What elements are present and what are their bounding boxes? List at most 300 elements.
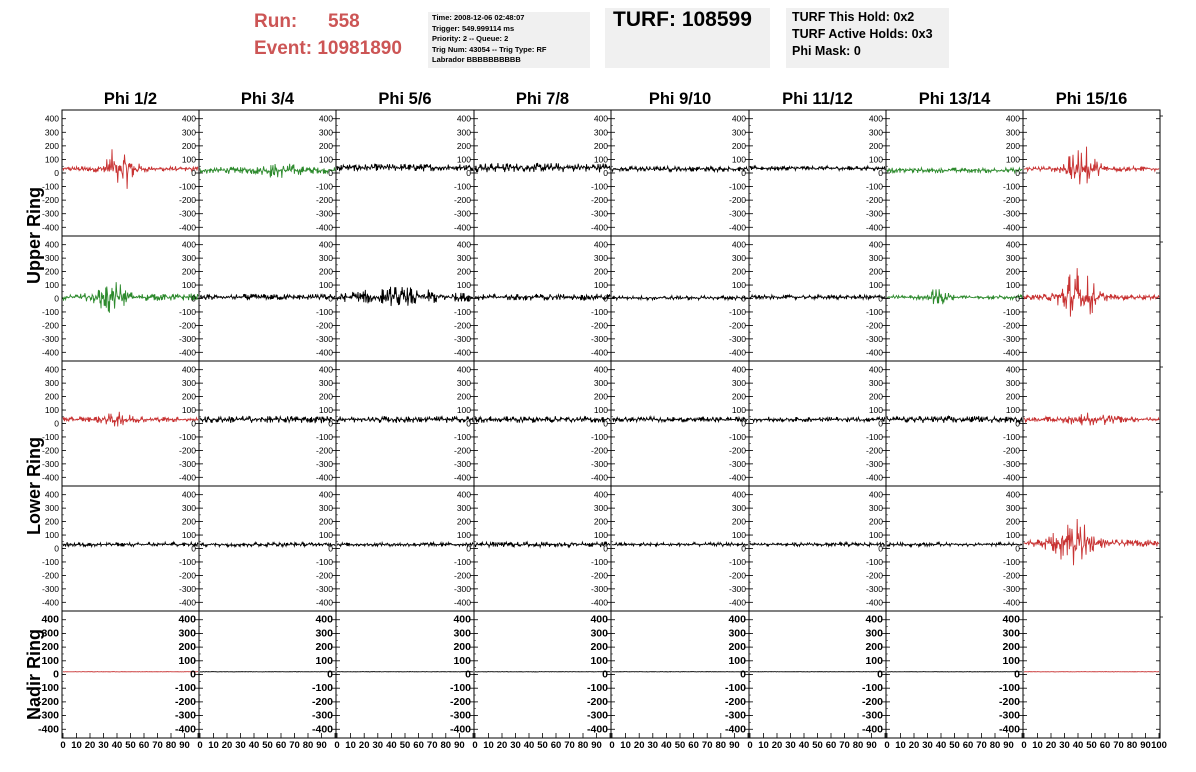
y-tick-label: -100: [865, 306, 883, 317]
y-tick-label: -200: [728, 320, 746, 331]
y-tick-label: -300: [590, 333, 608, 344]
column-header-3: Phi 5/6: [378, 90, 432, 108]
x-tick-label: 90: [729, 740, 740, 751]
y-tick-label: 200: [865, 641, 883, 654]
y-tick-label: 200: [456, 266, 471, 277]
y-tick-label: -300: [590, 208, 608, 219]
x-tick-label: 90: [316, 740, 327, 751]
y-tick-label: 300: [593, 378, 608, 389]
y-tick-label: -300: [315, 333, 333, 344]
y-tick-label: -200: [41, 195, 59, 206]
y-tick-label: 300: [1002, 627, 1020, 640]
x-tick-label: 30: [1059, 740, 1070, 751]
y-tick-label: -200: [590, 570, 608, 581]
y-tick-label: 300: [868, 378, 883, 389]
y-tick-label: 400: [1005, 489, 1020, 500]
y-tick-label: -200: [174, 695, 196, 708]
y-tick-label: -200: [41, 320, 59, 331]
y-tick-label: 300: [456, 378, 471, 389]
x-tick-label: 80: [989, 740, 1001, 751]
y-tick-label: 200: [728, 641, 746, 654]
y-tick-label: 200: [1005, 516, 1020, 527]
y-tick-label: -400: [41, 472, 59, 483]
y-tick-label: -400: [453, 597, 471, 608]
y-tick-label: 200: [318, 516, 333, 527]
y-tick-label: -100: [590, 556, 608, 567]
y-tick-label: -300: [41, 583, 59, 594]
x-tick-label: 50: [125, 740, 136, 751]
y-tick-label: -400: [453, 347, 471, 358]
x-tick-label: 70: [976, 740, 987, 751]
y-tick-label: -200: [1002, 445, 1020, 456]
x-tick-label: 50: [674, 740, 686, 751]
y-tick-label: 200: [456, 140, 471, 151]
y-tick-label: 100: [593, 154, 608, 165]
x-tick-label: 50: [1086, 740, 1097, 751]
y-tick-label: 0: [1015, 168, 1020, 178]
x-tick-label: 50: [262, 740, 273, 751]
y-tick-label: 400: [178, 613, 196, 626]
y-tick-label: 200: [44, 516, 59, 527]
x-tick-label: 70: [152, 740, 163, 751]
y-tick-label: 200: [44, 391, 59, 402]
x-tick-label: 90: [591, 740, 602, 751]
y-tick-label: 0: [1015, 293, 1020, 304]
info-line-time: Time: 2008-12-06 02:48:07: [432, 13, 525, 22]
waveform-r3-c1: [63, 412, 198, 427]
y-tick-label: -100: [453, 556, 471, 567]
y-tick-label: 100: [868, 154, 883, 165]
y-tick-label: -100: [1002, 306, 1020, 317]
y-tick-label: -400: [41, 597, 59, 608]
y-tick-label: -400: [1002, 597, 1020, 608]
y-tick-label: -400: [178, 597, 196, 608]
x-tick-label: 30: [922, 740, 933, 751]
waveform-r1-c7: [887, 168, 1022, 173]
x-tick-label: 10: [483, 740, 494, 751]
y-tick-label: 300: [456, 253, 471, 264]
x-tick-label: 100: [1151, 740, 1167, 751]
y-tick-label: 100: [41, 654, 59, 667]
y-tick-label: -200: [178, 570, 196, 581]
y-tick-label: 100: [181, 405, 196, 416]
y-tick-label: -300: [453, 208, 471, 219]
y-tick-label: 100: [318, 530, 333, 541]
y-tick-label: 0: [54, 168, 59, 178]
y-tick-label: 200: [181, 266, 196, 277]
y-tick-label: 200: [593, 140, 608, 151]
y-tick-label: 300: [44, 503, 59, 514]
y-tick-label: 400: [1002, 613, 1020, 626]
panel-frame-r4-c8: [1023, 486, 1160, 611]
y-tick-label: -200: [178, 195, 196, 206]
y-tick-label: 400: [1005, 113, 1020, 124]
y-tick-label: 0: [466, 293, 471, 304]
y-tick-label: -200: [590, 445, 608, 456]
waveform-r4-c7: [887, 542, 1022, 546]
x-tick-label: 80: [852, 740, 864, 751]
y-tick-label: 200: [593, 391, 608, 402]
y-tick-label: 400: [181, 113, 196, 124]
y-tick-label: 200: [868, 266, 883, 277]
x-tick-label: 80: [715, 740, 727, 751]
y-tick-label: 0: [191, 418, 196, 429]
panel-frame-r5-c8: [1023, 611, 1160, 738]
y-tick-label: -100: [998, 682, 1020, 695]
y-tick-label: 200: [318, 266, 333, 277]
y-tick-label: -400: [174, 723, 196, 736]
x-tick-label: 40: [523, 740, 535, 751]
y-tick-label: -200: [586, 695, 608, 708]
y-tick-label: 100: [1005, 405, 1020, 416]
event-label: Event:: [254, 38, 313, 59]
y-tick-label: 0: [603, 293, 608, 304]
y-tick-label: -200: [453, 320, 471, 331]
waveform-r1-c6: [750, 166, 885, 171]
x-tick-label: 90: [179, 740, 190, 751]
x-tick-label: 20: [908, 740, 920, 751]
y-tick-label: 200: [868, 391, 883, 402]
x-tick-label: 70: [564, 740, 575, 751]
y-tick-label: -100: [178, 431, 196, 442]
y-tick-label: -400: [728, 222, 746, 233]
y-tick-label: 400: [865, 613, 883, 626]
y-tick-label: -200: [449, 695, 471, 708]
y-tick-label: -200: [453, 195, 471, 206]
y-tick-label: -100: [590, 431, 608, 442]
y-tick-label: -400: [453, 472, 471, 483]
y-tick-label: -300: [1002, 208, 1020, 219]
x-tick-label: 0: [1021, 740, 1027, 751]
x-tick-label: 10: [208, 740, 219, 751]
y-tick-label: 400: [318, 239, 333, 250]
y-tick-label: 400: [868, 489, 883, 500]
y-tick-label: 0: [603, 543, 608, 554]
y-tick-label: -300: [449, 709, 471, 722]
x-tick-label: 20: [1045, 740, 1057, 751]
y-tick-label: 0: [54, 293, 59, 304]
y-tick-label: 100: [731, 154, 746, 165]
x-tick-label: 10: [758, 740, 769, 751]
x-tick-label: 40: [1072, 740, 1084, 751]
x-tick-label: 30: [98, 740, 109, 751]
y-tick-label: -100: [315, 181, 333, 192]
y-tick-label: -400: [865, 222, 883, 233]
y-tick-label: 300: [731, 503, 746, 514]
y-tick-label: 100: [44, 154, 59, 165]
y-tick-label: -400: [37, 723, 59, 736]
y-tick-label: 400: [590, 613, 608, 626]
info-line-trignum: Trig Num: 43054 -- Trig Type: RF: [432, 44, 547, 54]
y-tick-label: -300: [174, 709, 196, 722]
y-tick-label: -300: [453, 583, 471, 594]
x-tick-label: 40: [661, 740, 672, 751]
y-tick-label: -100: [178, 181, 196, 192]
y-tick-label: -100: [453, 181, 471, 192]
y-tick-label: 200: [181, 140, 196, 151]
waveform-r4-c8: [1024, 519, 1159, 565]
y-tick-label: -100: [41, 556, 59, 567]
y-tick-label: 0: [191, 543, 196, 554]
y-tick-label: -200: [453, 445, 471, 456]
y-tick-label: 400: [318, 113, 333, 124]
waveform-r2-c6: [750, 295, 885, 299]
y-tick-label: 200: [318, 140, 333, 151]
x-tick-label: 70: [701, 740, 713, 751]
y-tick-label: -300: [41, 458, 59, 469]
y-tick-label: -400: [590, 472, 608, 483]
y-tick-label: -100: [590, 181, 608, 192]
y-tick-label: -400: [178, 472, 196, 483]
y-tick-label: -200: [865, 445, 883, 456]
x-tick-label: 90: [1003, 740, 1014, 751]
y-tick-label: -100: [586, 682, 608, 695]
waveform-r3-c7: [887, 416, 1022, 423]
waveform-r1-c5: [612, 166, 748, 171]
y-tick-label: -400: [41, 222, 59, 233]
y-tick-label: -200: [37, 695, 59, 708]
waveform-r1-c1: [63, 149, 198, 189]
y-tick-label: 200: [593, 516, 608, 527]
y-tick-label: 100: [181, 154, 196, 165]
y-tick-label: -300: [728, 333, 746, 344]
run-value: 558: [328, 11, 360, 32]
column-header-8: Phi 15/16: [1055, 90, 1128, 108]
y-tick-label: 300: [178, 627, 196, 640]
ring-label-3: Nadir Ring: [24, 628, 44, 721]
x-tick-label: 40: [111, 740, 123, 751]
ring-label-1: Upper Ring: [24, 187, 44, 284]
y-tick-label: 300: [868, 503, 883, 514]
y-tick-label: 200: [1002, 641, 1020, 654]
x-tick-label: 60: [688, 740, 699, 751]
y-tick-label: 400: [868, 364, 883, 375]
info-line-labrador: Labrador BBBBBBBBBB: [432, 55, 521, 64]
y-tick-label: 0: [466, 168, 471, 178]
y-tick-label: 400: [44, 113, 59, 124]
y-tick-label: 100: [318, 405, 333, 416]
column-header-5: Phi 9/10: [648, 90, 712, 108]
waveform-r4-c5: [612, 542, 748, 546]
y-tick-label: 400: [41, 613, 59, 626]
y-tick-label: -400: [728, 347, 746, 358]
y-tick-label: -300: [178, 583, 196, 594]
y-tick-label: -200: [315, 195, 333, 206]
y-tick-label: -300: [453, 458, 471, 469]
x-tick-label: 40: [248, 740, 260, 751]
y-tick-label: -300: [178, 208, 196, 219]
waveform-r3-c3: [337, 416, 473, 423]
x-tick-label: 0: [609, 740, 615, 751]
y-tick-label: 300: [593, 503, 608, 514]
y-tick-label: 300: [318, 503, 333, 514]
run-label: Run:: [254, 11, 298, 32]
y-tick-label: -300: [311, 709, 333, 722]
turf-title: TURF: 108599: [613, 8, 752, 31]
y-tick-label: 300: [181, 127, 196, 138]
y-tick-label: 400: [181, 239, 196, 250]
y-tick-label: 0: [602, 668, 608, 681]
y-tick-label: 300: [456, 127, 471, 138]
y-tick-label: 300: [593, 127, 608, 138]
y-tick-label: 100: [181, 530, 196, 541]
y-tick-label: 100: [456, 280, 471, 291]
y-tick-label: -100: [1002, 181, 1020, 192]
y-tick-label: 400: [44, 364, 59, 375]
y-tick-label: 300: [590, 627, 608, 640]
y-tick-label: -200: [865, 195, 883, 206]
y-tick-label: -100: [178, 556, 196, 567]
y-tick-label: 100: [456, 154, 471, 165]
y-tick-label: 300: [731, 253, 746, 264]
y-tick-label: 0: [878, 293, 883, 304]
phi-mask: Phi Mask: 0: [792, 44, 861, 58]
y-tick-label: 100: [593, 280, 608, 291]
y-tick-label: 400: [181, 489, 196, 500]
x-tick-label: 90: [454, 740, 465, 751]
y-tick-label: -200: [728, 445, 746, 456]
y-tick-label: 400: [731, 489, 746, 500]
y-tick-label: 300: [44, 127, 59, 138]
y-tick-label: -100: [174, 682, 196, 695]
y-tick-label: 200: [731, 140, 746, 151]
x-tick-label: 10: [1032, 740, 1043, 751]
y-tick-label: 300: [865, 627, 883, 640]
y-tick-label: 0: [603, 418, 608, 429]
x-tick-label: 10: [895, 740, 906, 751]
x-tick-label: 30: [510, 740, 521, 751]
y-tick-label: 0: [53, 668, 59, 681]
y-tick-label: -100: [865, 431, 883, 442]
y-tick-label: -300: [315, 583, 333, 594]
y-tick-label: 100: [593, 530, 608, 541]
y-tick-label: -100: [728, 431, 746, 442]
y-tick-label: 0: [741, 543, 746, 554]
y-tick-label: -300: [315, 458, 333, 469]
waveform-r3-c2: [200, 416, 335, 423]
y-tick-label: 100: [318, 280, 333, 291]
y-tick-label: -400: [311, 723, 333, 736]
y-tick-label: 0: [878, 543, 883, 554]
y-tick-label: -200: [178, 445, 196, 456]
y-tick-label: -400: [998, 723, 1020, 736]
y-tick-label: -400: [586, 723, 608, 736]
y-tick-label: 200: [731, 391, 746, 402]
y-tick-label: -100: [865, 556, 883, 567]
y-tick-label: 300: [456, 503, 471, 514]
y-tick-label: 400: [868, 239, 883, 250]
y-tick-label: 200: [731, 516, 746, 527]
y-tick-label: -300: [586, 709, 608, 722]
x-tick-label: 40: [798, 740, 810, 751]
y-tick-label: 200: [456, 516, 471, 527]
y-tick-label: 100: [868, 405, 883, 416]
y-tick-label: -200: [590, 195, 608, 206]
y-tick-label: -400: [590, 597, 608, 608]
x-tick-label: 10: [345, 740, 356, 751]
y-tick-label: 200: [318, 391, 333, 402]
waveform-r4-c6: [750, 543, 885, 547]
y-tick-label: 200: [315, 641, 333, 654]
y-tick-label: -100: [41, 306, 59, 317]
y-tick-label: -100: [315, 431, 333, 442]
event-value: 10981890: [317, 38, 402, 59]
y-tick-label: 0: [466, 418, 471, 429]
y-tick-label: 0: [328, 418, 333, 429]
y-tick-label: 100: [456, 530, 471, 541]
y-tick-label: -100: [453, 306, 471, 317]
y-tick-label: -100: [37, 682, 59, 695]
waveform-r4-c3: [337, 542, 473, 546]
y-tick-label: 400: [318, 489, 333, 500]
y-tick-label: 300: [1005, 378, 1020, 389]
x-tick-label: 80: [440, 740, 452, 751]
x-tick-label: 70: [1113, 740, 1124, 751]
y-tick-label: 400: [181, 364, 196, 375]
y-tick-label: -200: [1002, 320, 1020, 331]
y-tick-label: -100: [861, 682, 883, 695]
y-tick-label: -300: [865, 458, 883, 469]
ring-label-2: Lower Ring: [24, 437, 44, 535]
y-tick-label: -400: [728, 472, 746, 483]
y-tick-label: 200: [868, 140, 883, 151]
y-tick-label: 400: [456, 489, 471, 500]
panel-frame-r3-c8: [1023, 361, 1160, 486]
y-tick-label: 200: [593, 266, 608, 277]
y-tick-label: 0: [54, 543, 59, 554]
y-tick-label: 300: [728, 627, 746, 640]
y-tick-label: -200: [41, 570, 59, 581]
waveform-r2-c8: [1024, 268, 1159, 316]
x-tick-label: 20: [496, 740, 508, 751]
waveform-r4-c4: [475, 542, 610, 547]
y-tick-label: -400: [1002, 472, 1020, 483]
waveform-r3-c8: [1024, 413, 1159, 426]
x-tick-label: 0: [884, 740, 890, 751]
x-tick-label: 0: [747, 740, 753, 751]
y-tick-label: 400: [44, 239, 59, 250]
x-tick-label: 0: [472, 740, 478, 751]
x-tick-label: 20: [633, 740, 645, 751]
y-tick-label: -400: [41, 347, 59, 358]
waveform-r2-c5: [612, 296, 748, 300]
x-tick-label: 30: [785, 740, 796, 751]
y-tick-label: 0: [740, 668, 746, 681]
x-tick-label: 60: [962, 740, 974, 751]
y-tick-label: -300: [590, 458, 608, 469]
y-tick-label: 100: [44, 530, 59, 541]
y-tick-label: 100: [865, 654, 883, 667]
y-tick-label: 200: [731, 266, 746, 277]
x-tick-label: 50: [537, 740, 548, 751]
y-tick-label: 400: [731, 364, 746, 375]
y-tick-label: -300: [178, 333, 196, 344]
y-tick-label: 200: [1005, 391, 1020, 402]
y-tick-label: 0: [191, 293, 196, 304]
y-tick-label: 400: [44, 489, 59, 500]
waveform-r1-c2: [200, 164, 335, 178]
y-tick-label: -400: [178, 347, 196, 358]
y-tick-label: -400: [315, 347, 333, 358]
y-tick-label: 400: [1005, 239, 1020, 250]
y-tick-label: 300: [1005, 127, 1020, 138]
y-tick-label: 100: [1002, 654, 1020, 667]
y-tick-label: 100: [731, 405, 746, 416]
y-tick-label: -300: [41, 333, 59, 344]
y-tick-label: 200: [41, 641, 59, 654]
y-tick-label: -100: [178, 306, 196, 317]
y-tick-label: -400: [1002, 347, 1020, 358]
